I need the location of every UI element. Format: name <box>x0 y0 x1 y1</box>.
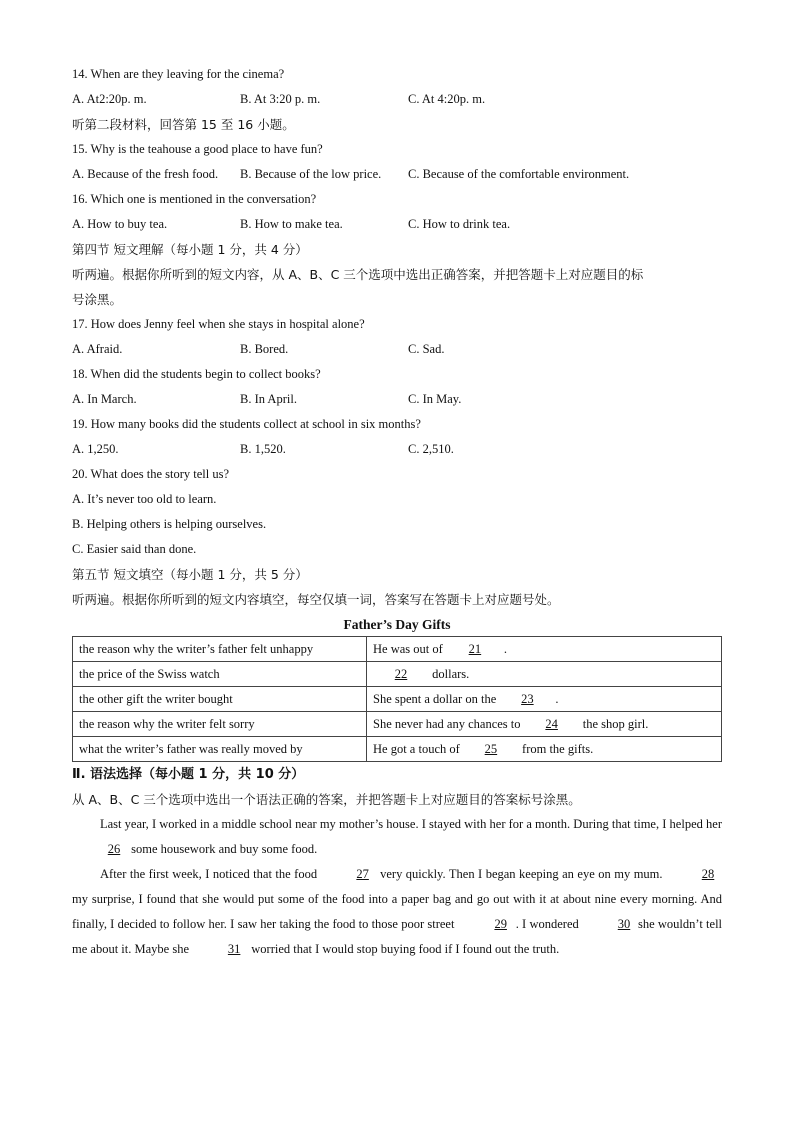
passage-paragraph-1 <box>72 812 722 862</box>
table-title: Father’s Day Gifts <box>343 617 451 632</box>
option-15-a: A. Because of the fresh food. <box>72 167 219 181</box>
passage-text: very quickly. Then I began keeping an eye on my mum. <box>380 867 663 881</box>
options-14 <box>72 87 722 112</box>
cell-pre-text: She never had any chances to <box>373 716 521 731</box>
cell-pre-text: He was out of <box>373 641 443 656</box>
option-18-c: C. In May. <box>408 392 462 406</box>
section2-intro: 听第二段材料，回答第 15 至 16 小题。 <box>72 117 295 132</box>
question-14: 14. When are they leaving for the cinema? <box>72 67 285 81</box>
table-cell-left: the reason why the writer’s father felt unhappy <box>73 637 367 662</box>
blank-22: 22 <box>394 666 408 681</box>
gifts-table <box>72 636 722 762</box>
table-row <box>73 712 722 737</box>
table-row <box>73 662 722 687</box>
option-20-b: B. Helping others is helping ourselves. <box>72 517 267 531</box>
question-15: 15. Why is the teahouse a good place to have fun? <box>72 142 323 156</box>
table-row <box>73 737 722 762</box>
option-14-c: C. At 4:20p. m. <box>408 92 486 106</box>
options-17 <box>72 337 722 362</box>
option-15-b: B. Because of the low price. <box>240 167 382 181</box>
option-19-c: C. 2,510. <box>408 442 454 456</box>
section5-title: 第五节 短文填空（每小题 1 分，共 5 分） <box>72 567 308 582</box>
option-18-b: B. In April. <box>240 392 297 406</box>
cell-post-text: . <box>555 691 559 706</box>
option-17-a: A. Afraid. <box>72 342 123 356</box>
question-17: 17. How does Jenny feel when she stays in hospital alone? <box>72 317 365 331</box>
passage-text: my surprise, I found that she would put some of the food into a paper bag and go out with it at about nine every morning. And finally, I decided to follow her. I saw her taking the food to those poor street <box>72 892 722 931</box>
grammar-title: Ⅱ. 语法选择（每小题 1 分，共 10 分） <box>72 767 305 782</box>
question-16: 16. Which one is mentioned in the conversation? <box>72 192 317 206</box>
option-16-b: B. How to make tea. <box>240 217 343 231</box>
blank-27: 27 <box>356 867 369 881</box>
option-19-a: A. 1,250. <box>72 442 119 456</box>
blank-24: 24 <box>545 716 558 731</box>
table-cell-left: what the writer’s father was really moved by <box>73 737 367 762</box>
section4-title: 第四节 短文理解（每小题 1 分，共 4 分） <box>72 242 308 257</box>
option-19-b: B. 1,520. <box>240 442 286 456</box>
option-14-a: A. At2:20p. m. <box>72 92 147 106</box>
blank-26: 26 <box>107 842 121 856</box>
options-15 <box>72 162 722 187</box>
blank-25: 25 <box>484 741 498 756</box>
cell-post-text: dollars. <box>432 666 470 681</box>
option-15-c: C. Because of the comfortable environment. <box>408 167 630 181</box>
question-20: 20. What does the story tell us? <box>72 467 230 481</box>
grammar-instruction: 从 A、B、C 三个选项中选出一个语法正确的答案，并把答题卡上对应题目的答案标号涂黑。 <box>72 792 581 807</box>
table-cell-right <box>367 637 722 662</box>
option-16-a: A. How to buy tea. <box>72 217 168 231</box>
blank-28: 28 <box>701 867 715 881</box>
section5-instruction: 听两遍。根据你所听到的短文内容填空，每空仅填一词，答案写在答题卡上对应题号处。 <box>72 592 560 607</box>
blank-23: 23 <box>521 691 534 706</box>
passage-text: After the first week, I noticed that the food <box>100 867 318 881</box>
table-row <box>73 637 722 662</box>
section4-instruction-line2: 号涂黑。 <box>72 292 123 307</box>
options-19 <box>72 437 722 462</box>
blank-31: 31 <box>227 942 241 956</box>
cell-pre-text: She spent a dollar on the <box>373 691 497 706</box>
option-18-a: A. In March. <box>72 392 137 406</box>
table-cell-left: the reason why the writer felt sorry <box>73 712 367 737</box>
passage-text: she wouldn’t tell me about it. Maybe she <box>72 917 723 956</box>
passage-text: . I wondered <box>515 917 579 931</box>
passage-text: some housework and buy some food. <box>131 842 318 856</box>
table-cell-right <box>367 712 722 737</box>
table-cell-right <box>367 687 722 712</box>
passage-text: worried that I would stop buying food if I found out the truth. <box>251 942 560 956</box>
option-20-a: A. It’s never too old to learn. <box>72 492 217 506</box>
option-14-b: B. At 3:20 p. m. <box>240 92 321 106</box>
cell-post-text: . <box>503 641 508 656</box>
blank-21: 21 <box>468 641 482 656</box>
passage-text: Last year, I worked in a middle school near my mother’s house. I stayed with her for a month. During that time, I helped her <box>100 817 722 831</box>
options-18 <box>72 387 722 412</box>
option-17-c: C. Sad. <box>408 342 445 356</box>
option-17-b: B. Bored. <box>240 342 289 356</box>
cell-pre-text: He got a touch of <box>373 741 460 756</box>
cell-post-text: from the gifts. <box>522 741 594 756</box>
option-16-c: C. How to drink tea. <box>408 217 511 231</box>
exam-page <box>72 62 722 962</box>
question-18: 18. When did the students begin to collect books? <box>72 367 321 381</box>
options-16 <box>72 212 722 237</box>
cell-post-text: the shop girl. <box>582 716 649 731</box>
blank-30: 30 <box>617 917 631 931</box>
table-cell-right <box>367 737 722 762</box>
table-cell-right <box>367 662 722 687</box>
table-cell-left: the price of the Swiss watch <box>73 662 367 687</box>
blank-29: 29 <box>494 917 507 931</box>
table-cell-left: the other gift the writer bought <box>73 687 367 712</box>
section4-instruction-line1: 听两遍。根据你所听到的短文内容，从 A、B、C 三个选项中选出正确答案，并把答题卡上对应题目的标 <box>72 267 644 282</box>
question-19: 19. How many books did the students collect at school in six months? <box>72 417 421 431</box>
table-row <box>73 687 722 712</box>
option-20-c: C. Easier said than done. <box>72 542 197 556</box>
passage-paragraph-2 <box>72 862 722 962</box>
